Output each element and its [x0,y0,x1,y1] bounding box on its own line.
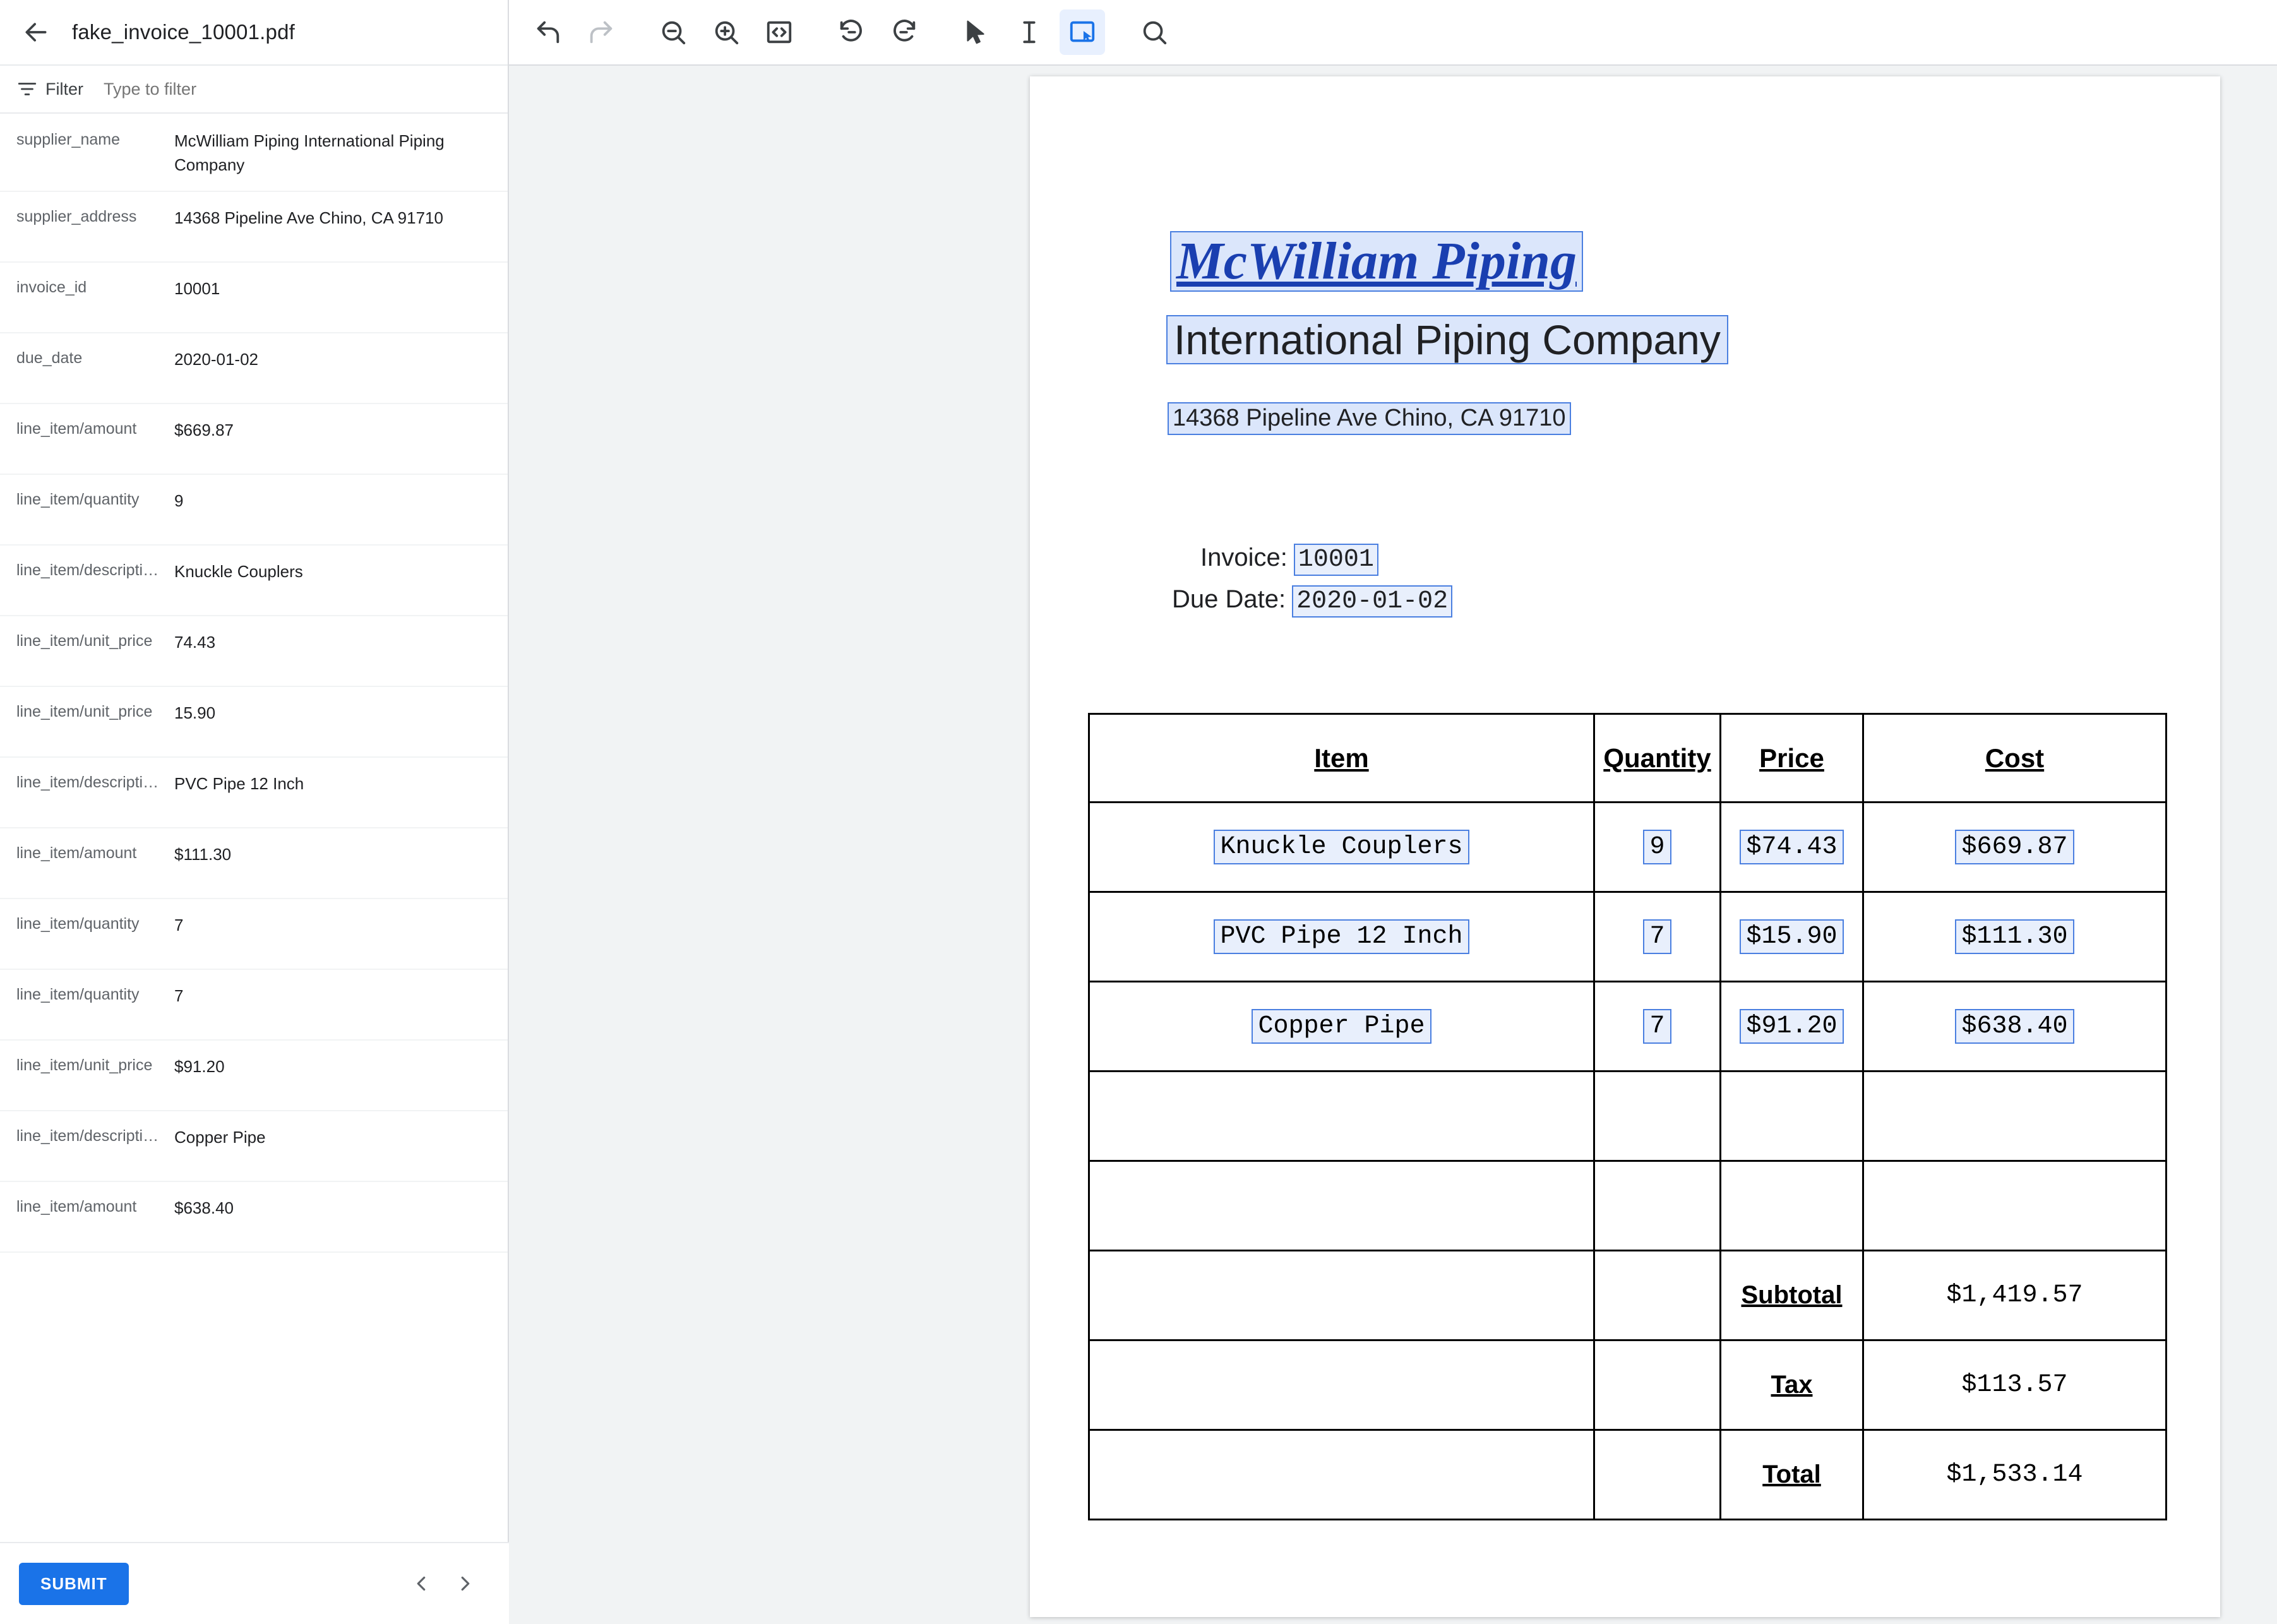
field-value: 7 [174,986,184,1005]
cell-price [1721,982,1863,1072]
field-key: line_item/unit_price [16,1056,153,1074]
cell-cost [1863,1072,2166,1161]
field-value: 7 [174,916,184,934]
cell-blank [1594,1430,1721,1520]
field-key: line_item/unit_price [16,703,153,720]
pager [399,1561,509,1606]
subtotal-value: $1,419.57 [1863,1251,2166,1340]
due-date-label: Due Date: [1172,585,1286,613]
extracted-fields-list[interactable] [0,115,508,1542]
company-address-highlight[interactable]: 14368 Pipeline Ave Chino, CA 91710 [1168,402,1571,435]
price-highlight[interactable]: $15.90 [1740,919,1843,954]
field-row[interactable] [0,1111,508,1182]
cell-price [1721,803,1863,892]
item-highlight[interactable]: PVC Pipe 12 Inch [1214,919,1469,954]
table-row-empty [1089,1161,2166,1251]
cost-highlight[interactable]: $669.87 [1955,830,2074,864]
cell-item [1089,803,1594,892]
rotate-left-button[interactable] [828,9,874,55]
total-value: $1,533.14 [1863,1430,2166,1520]
field-row[interactable] [0,333,508,404]
quantity-highlight[interactable]: 7 [1643,919,1671,954]
field-value: 10001 [174,279,220,298]
field-value: $91.20 [174,1057,225,1076]
total-label: Total [1721,1430,1863,1520]
field-key: line_item/descripti… [16,773,159,791]
fit-width-button[interactable] [756,9,802,55]
filter-icon [16,78,38,100]
cell-quantity [1594,982,1721,1072]
toolbar-buttons [522,9,1181,55]
chevron-right-icon[interactable] [443,1561,487,1606]
field-value: Knuckle Couplers [174,562,303,581]
field-row[interactable] [0,828,508,899]
column-header-quantity: Quantity [1594,714,1721,803]
filter-bar [0,66,508,114]
viewer-toolbar [509,0,2277,66]
field-value: 9 [174,491,184,510]
field-value: 2020-01-02 [174,350,258,369]
select-tool-button[interactable] [953,9,999,55]
cell-price [1721,1072,1863,1161]
field-row[interactable] [0,1182,508,1253]
cell-cost [1863,892,2166,982]
cell-price [1721,1161,1863,1251]
cell-quantity [1594,892,1721,982]
table-header-row [1089,714,2166,803]
region-select-tool-button[interactable] [1060,9,1105,55]
company-subtitle-highlight[interactable]: International Piping Company [1166,315,1728,364]
invoice-label: Invoice: [1200,544,1288,571]
price-highlight[interactable]: $74.43 [1740,830,1843,864]
summary-row-subtotal [1089,1251,2166,1340]
field-key: line_item/quantity [16,915,140,933]
field-value: McWilliam Piping International Piping Company [174,131,445,174]
invoice-number-line [1200,544,1378,574]
field-key: supplier_name [16,131,120,148]
cell-item [1089,1072,1594,1161]
cell-quantity [1594,1072,1721,1161]
tax-value: $113.57 [1863,1340,2166,1430]
due-date-highlight[interactable]: 2020-01-02 [1292,585,1452,618]
field-key: line_item/descripti… [16,561,159,579]
redo-button[interactable] [578,9,624,55]
field-row[interactable] [0,758,508,828]
company-name-highlight[interactable]: McWilliam Piping [1170,231,1583,292]
cell-blank [1594,1251,1721,1340]
field-value: PVC Pipe 12 Inch [174,774,304,793]
column-header-cost: Cost [1863,714,2166,803]
field-row[interactable] [0,192,508,263]
field-key: supplier_address [16,208,137,225]
summary-row-total [1089,1430,2166,1520]
tax-label: Tax [1721,1340,1863,1430]
field-key: line_item/unit_price [16,632,153,650]
field-key: line_item/amount [16,1198,137,1215]
cell-cost [1863,982,2166,1072]
field-key: invoice_id [16,278,87,296]
text-select-tool-button[interactable] [1007,9,1052,55]
page-title: fake_invoice_10001.pdf [72,20,296,44]
cell-blank [1089,1340,1594,1430]
field-row[interactable] [0,546,508,616]
field-row[interactable] [0,687,508,758]
cell-price [1721,892,1863,982]
field-key: line_item/quantity [16,986,140,1003]
field-value: Copper Pipe [174,1128,266,1147]
filter-input[interactable] [102,79,405,100]
back-arrow-icon[interactable] [19,15,53,49]
field-key: due_date [16,349,83,367]
zoom-in-button[interactable] [703,9,749,55]
cell-cost [1863,1161,2166,1251]
field-value: $669.87 [174,421,234,439]
chevron-left-icon[interactable] [399,1561,443,1606]
field-value: 14368 Pipeline Ave Chino, CA 91710 [174,208,443,227]
invoice-number-highlight[interactable]: 10001 [1294,544,1378,576]
field-row[interactable] [0,263,508,333]
invoice-page[interactable] [1030,76,2220,1617]
cell-item [1089,1161,1594,1251]
field-value: $111.30 [174,845,232,864]
cost-highlight[interactable]: $111.30 [1955,919,2074,954]
field-key: line_item/descripti… [16,1127,159,1145]
cost-highlight[interactable]: $638.40 [1955,1009,2074,1044]
due-date-line [1172,585,1452,616]
quantity-highlight[interactable]: 9 [1643,830,1671,864]
column-header-item: Item [1089,714,1594,803]
zoom-out-button[interactable] [650,9,696,55]
extraction-sidebar [0,0,509,1624]
table-row [1089,892,2166,982]
field-value: 74.43 [174,633,216,652]
field-key: line_item/amount [16,420,137,438]
field-value: 15.90 [174,703,216,722]
quantity-highlight[interactable]: 7 [1643,1009,1671,1044]
subtotal-label: Subtotal [1721,1251,1863,1340]
item-highlight[interactable]: Knuckle Couplers [1214,830,1469,864]
cell-quantity [1594,1161,1721,1251]
column-header-price: Price [1721,714,1863,803]
table-row [1089,803,2166,892]
field-row[interactable] [0,1041,508,1111]
table-row [1089,982,2166,1072]
search-button[interactable] [1132,9,1177,55]
field-row[interactable] [0,970,508,1041]
cell-quantity [1594,803,1721,892]
sidebar-footer [0,1542,509,1624]
submit-button[interactable]: SUBMIT [19,1563,129,1605]
cell-blank [1089,1430,1594,1520]
invoice-table [1088,713,2167,1520]
field-row[interactable] [0,616,508,687]
cell-cost [1863,803,2166,892]
field-value: $638.40 [174,1198,234,1217]
cell-item [1089,982,1594,1072]
field-row[interactable] [0,475,508,546]
document-viewport[interactable] [509,66,2277,1624]
field-row[interactable] [0,404,508,475]
document-header [0,0,508,66]
field-key: line_item/quantity [16,491,140,508]
field-row[interactable] [0,115,508,192]
cell-blank [1594,1340,1721,1430]
field-key: line_item/amount [16,844,137,862]
undo-button[interactable] [525,9,571,55]
filter-label: Filter [45,79,83,99]
summary-row-tax [1089,1340,2166,1430]
item-highlight[interactable]: Copper Pipe [1252,1009,1431,1044]
field-row[interactable] [0,899,508,970]
price-highlight[interactable]: $91.20 [1740,1009,1843,1044]
rotate-right-button[interactable] [882,9,927,55]
cell-blank [1089,1251,1594,1340]
cell-item [1089,892,1594,982]
table-row-empty [1089,1072,2166,1161]
